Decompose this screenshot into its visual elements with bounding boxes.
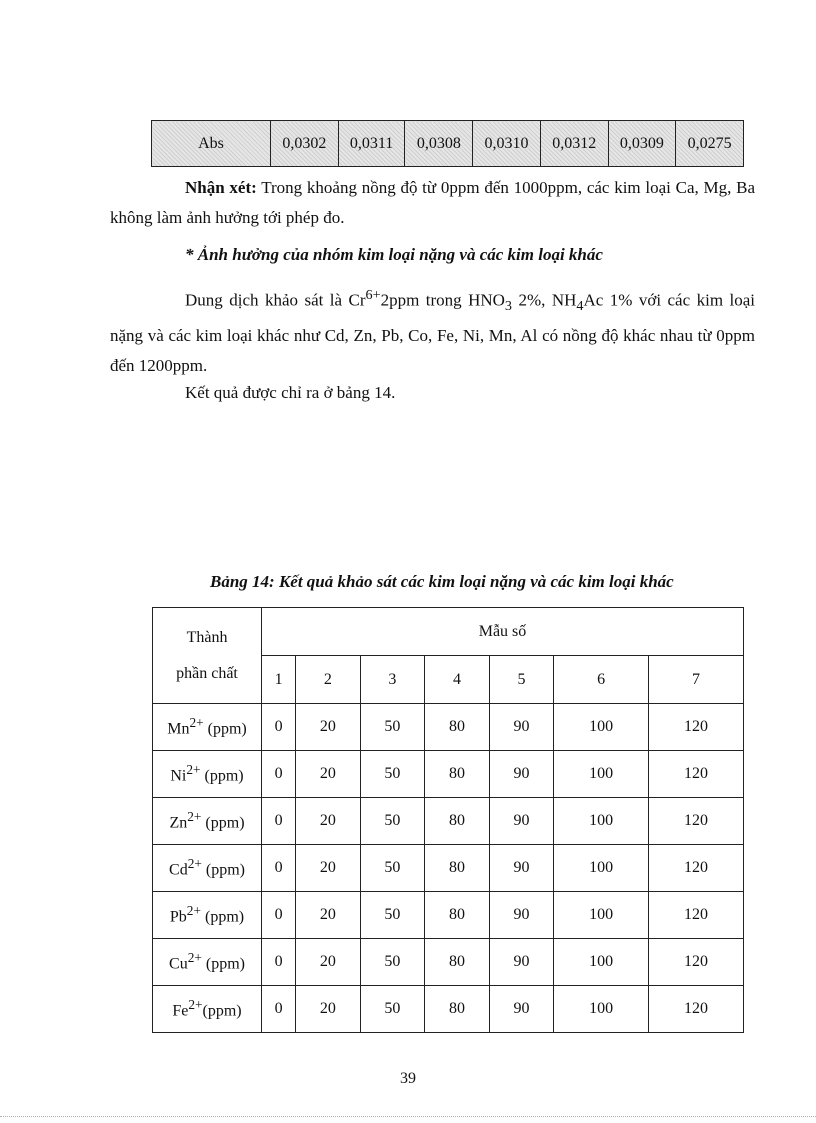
value-cell: 20 (296, 704, 361, 751)
section-heading: * Ảnh hưởng của nhóm kim loại nặng và các kim loại khác (185, 245, 603, 264)
table-row (153, 704, 744, 751)
abs-value: 0,0310 (473, 121, 541, 167)
value-cell: 50 (360, 751, 425, 798)
sample-number: 5 (489, 656, 554, 704)
value-cell: 80 (425, 939, 490, 986)
abs-value: 0,0309 (608, 121, 676, 167)
value-cell: 80 (425, 751, 490, 798)
value-cell: 90 (489, 751, 554, 798)
abs-label: Abs (152, 121, 271, 167)
value-cell: 0 (262, 986, 296, 1033)
value-cell: 20 (296, 798, 361, 845)
sample-number: 6 (554, 656, 649, 704)
sample-number: 2 (296, 656, 361, 704)
value-cell: 0 (262, 704, 296, 751)
abs-table (151, 120, 744, 167)
value-cell: 80 (425, 704, 490, 751)
value-cell: 100 (554, 845, 649, 892)
sample-number: 1 (262, 656, 296, 704)
remark-label: Nhận xét: (185, 178, 257, 197)
value-cell: 90 (489, 986, 554, 1033)
table-row (153, 751, 744, 798)
sample-number: 4 (425, 656, 490, 704)
value-cell: 0 (262, 892, 296, 939)
value-cell: 20 (296, 939, 361, 986)
value-cell: 80 (425, 798, 490, 845)
table-row (153, 798, 744, 845)
table-14 (152, 607, 744, 1033)
table-row (153, 892, 744, 939)
sample-number: 7 (649, 656, 744, 704)
value-cell: 120 (649, 986, 744, 1033)
value-cell: 90 (489, 798, 554, 845)
value-cell: 50 (360, 939, 425, 986)
value-cell: 90 (489, 892, 554, 939)
component-cell: $Zn^{2+}$ (ppm) (153, 798, 262, 845)
abs-row (152, 121, 744, 167)
value-cell: 20 (296, 986, 361, 1033)
value-cell: 90 (489, 939, 554, 986)
remark-paragraph (110, 173, 755, 233)
value-cell: 100 (554, 939, 649, 986)
component-cell: $Cu^{2+}$ (ppm) (153, 939, 262, 986)
abs-value: 0,0312 (540, 121, 608, 167)
abs-value: 0,0311 (338, 121, 405, 167)
remark-text: Trong khoảng nồng độ từ 0ppm đến 1000ppm, các kim loại Ca, Mg, Ba không làm ảnh hưởng tới phép đo. (110, 178, 755, 227)
table-row (153, 986, 744, 1033)
value-cell: 0 (262, 939, 296, 986)
value-cell: 100 (554, 751, 649, 798)
abs-value: 0,0308 (405, 121, 473, 167)
value-cell: 120 (649, 892, 744, 939)
value-cell: 100 (554, 986, 649, 1033)
value-cell: 20 (296, 892, 361, 939)
value-cell: 50 (360, 704, 425, 751)
table-row (153, 939, 744, 986)
value-cell: 80 (425, 892, 490, 939)
value-cell: 100 (554, 798, 649, 845)
value-cell: 50 (360, 892, 425, 939)
component-cell: $Ni^{2+}$ (ppm) (153, 751, 262, 798)
value-cell: 0 (262, 798, 296, 845)
sample-number: 3 (360, 656, 425, 704)
sample-group-header: Mẫu số (262, 608, 744, 656)
value-cell: 120 (649, 939, 744, 986)
value-cell: 90 (489, 704, 554, 751)
result-paragraph: Kết quả được chỉ ra ở bảng 14. (185, 383, 396, 402)
value-cell: 50 (360, 845, 425, 892)
value-cell: 120 (649, 845, 744, 892)
table-caption: Bảng 14: Kết quả khảo sát các kim loại nặng và các kim loại khác (210, 572, 674, 591)
value-cell: 50 (360, 798, 425, 845)
table-body (153, 704, 744, 1033)
footer-divider (0, 1116, 816, 1117)
table-row (153, 845, 744, 892)
abs-value: 0,0302 (271, 121, 339, 167)
value-cell: 100 (554, 892, 649, 939)
abs-value: 0,0275 (676, 121, 744, 167)
component-cell: $Pb^{2+}$ (ppm) (153, 892, 262, 939)
description-paragraph: Dung dịch khảo sát là $Cr^{6+}2ppm$ trong $HNO_3$ 2%, $NH_4Ac$ 1% với các kim loại nặng và các kim loại khác như Cd, Zn, Pb, Co, Fe, Ni, Mn, Al có nồng độ khác nhau từ 0ppm đến 1200ppm. (110, 287, 755, 376)
value-cell: 120 (649, 704, 744, 751)
component-cell: $Fe^{2+}(ppm)$ (153, 986, 262, 1033)
component-cell: $Cd^{2+}$ (ppm) (153, 845, 262, 892)
value-cell: 50 (360, 986, 425, 1033)
table-header-row (153, 608, 744, 656)
value-cell: 120 (649, 798, 744, 845)
value-cell: 80 (425, 845, 490, 892)
value-cell: 0 (262, 845, 296, 892)
value-cell: 0 (262, 751, 296, 798)
value-cell: 100 (554, 704, 649, 751)
value-cell: 90 (489, 845, 554, 892)
value-cell: 80 (425, 986, 490, 1033)
component-cell: $Mn^{2+}$ (ppm) (153, 704, 262, 751)
value-cell: 20 (296, 845, 361, 892)
value-cell: 120 (649, 751, 744, 798)
page-number: 39 (400, 1070, 416, 1087)
value-cell: 20 (296, 751, 361, 798)
component-header: Thành phần chất (153, 608, 262, 704)
